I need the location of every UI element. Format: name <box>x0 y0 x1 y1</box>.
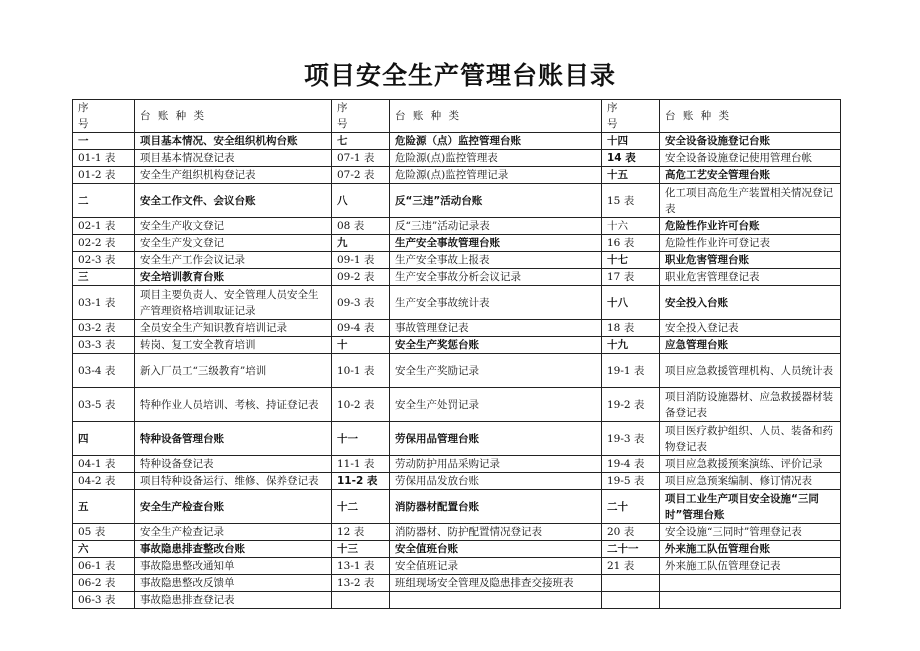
table-row <box>73 337 841 354</box>
cell-type-2: 危险源（点）监控管理台账 <box>390 133 602 150</box>
cell-type-2: 安全值班台账 <box>390 541 602 558</box>
cell-type-2: 生产安全事故统计表 <box>390 286 602 320</box>
cell-type-1: 特种设备管理台账 <box>135 422 332 456</box>
cell-type-3: 化工项目高危生产装置相关情况登记表 <box>660 184 841 218</box>
cell-type-3: 安全投入台账 <box>660 286 841 320</box>
cell-seq-3: 十六 <box>602 218 660 235</box>
cell-type-2: 安全生产奖励记录 <box>390 354 602 388</box>
cell-type-1: 项目主要负责人、安全管理人员安全生产管理资格培训取证记录 <box>135 286 332 320</box>
cell-type-1: 安全生产检查记录 <box>135 524 332 541</box>
cell-type-2: 安全生产奖惩台账 <box>390 337 602 354</box>
cell-seq-3: 二十一 <box>602 541 660 558</box>
cell-type-3: 外来施工队伍管理登记表 <box>660 558 841 575</box>
table-row <box>73 354 841 388</box>
cell-seq-1: 01-1 表 <box>73 150 135 167</box>
cell-seq-3: 19-4 表 <box>602 456 660 473</box>
cell-type-1: 新入厂员工“三级教育”培训 <box>135 354 332 388</box>
cell-type-2: 生产安全事故管理台账 <box>390 235 602 252</box>
cell-type-3 <box>660 592 841 609</box>
cell-seq-3: 19-2 表 <box>602 388 660 422</box>
cell-seq-3: 19-5 表 <box>602 473 660 490</box>
cell-type-1: 转岗、复工安全教育培训 <box>135 337 332 354</box>
cell-seq-1: 02-3 表 <box>73 252 135 269</box>
cell-type-1: 项目基本情况登记表 <box>135 150 332 167</box>
cell-type-1: 事故隐患整改反馈单 <box>135 575 332 592</box>
cell-type-1: 安全生产发文登记 <box>135 235 332 252</box>
cell-seq-3: 二十 <box>602 490 660 524</box>
cell-seq-2: 12 表 <box>332 524 390 541</box>
cell-seq-1: 06-2 表 <box>73 575 135 592</box>
cell-seq-1: 三 <box>73 269 135 286</box>
cell-type-2: 消防器材配置台账 <box>390 490 602 524</box>
cell-seq-1: 02-2 表 <box>73 235 135 252</box>
page-title: 项目安全生产管理台账目录 <box>303 61 616 90</box>
cell-type-2: 劳保用品管理台账 <box>390 422 602 456</box>
cell-seq-2: 09-4 表 <box>332 320 390 337</box>
cell-seq-3: 14 表 <box>602 150 660 167</box>
table-row <box>73 269 841 286</box>
cell-type-1: 安全生产工作会议记录 <box>135 252 332 269</box>
cell-type-3: 危险性作业许可台账 <box>660 218 841 235</box>
cell-seq-3: 18 表 <box>602 320 660 337</box>
table-row <box>73 422 841 456</box>
cell-type-1: 安全培训教育台账 <box>135 269 332 286</box>
cell-type-3: 项目应急救援预案演练、评价记录 <box>660 456 841 473</box>
cell-type-2: 生产安全事故分析会议记录 <box>390 269 602 286</box>
cell-type-2: 安全值班记录 <box>390 558 602 575</box>
cell-type-3 <box>660 575 841 592</box>
cell-seq-3: 16 表 <box>602 235 660 252</box>
cell-seq-2: 09-2 表 <box>332 269 390 286</box>
header-seq-2: 序 号 <box>332 100 390 133</box>
cell-seq-2: 十 <box>332 337 390 354</box>
cell-type-1: 特种作业人员培训、考核、持证登记表 <box>135 388 332 422</box>
cell-type-3: 危险性作业许可登记表 <box>660 235 841 252</box>
cell-seq-2: 十一 <box>332 422 390 456</box>
header-type-2: 台 账 种 类 <box>390 100 602 133</box>
cell-seq-3 <box>602 575 660 592</box>
cell-seq-3: 十五 <box>602 167 660 184</box>
cell-seq-1: 03-5 表 <box>73 388 135 422</box>
cell-seq-3: 19-1 表 <box>602 354 660 388</box>
cell-seq-2: 九 <box>332 235 390 252</box>
cell-seq-2: 八 <box>332 184 390 218</box>
cell-seq-1: 二 <box>73 184 135 218</box>
cell-seq-3: 19-3 表 <box>602 422 660 456</box>
cell-seq-2 <box>332 592 390 609</box>
cell-type-1: 事故隐患排查登记表 <box>135 592 332 609</box>
cell-seq-3: 15 表 <box>602 184 660 218</box>
cell-type-3: 外来施工队伍管理台账 <box>660 541 841 558</box>
ledger-catalog-table <box>72 99 841 609</box>
cell-type-3: 安全设施“三同时”管理登记表 <box>660 524 841 541</box>
cell-seq-1: 六 <box>73 541 135 558</box>
table-row <box>73 252 841 269</box>
cell-type-3: 项目医疗救护组织、人员、装备和药物登记表 <box>660 422 841 456</box>
cell-type-1: 全员安全生产知识教育培训记录 <box>135 320 332 337</box>
cell-type-2: 危险源(点)监控管理记录 <box>390 167 602 184</box>
cell-seq-2: 七 <box>332 133 390 150</box>
header-seq-3: 序 号 <box>602 100 660 133</box>
cell-type-3: 职业危害管理台账 <box>660 252 841 269</box>
table-row <box>73 541 841 558</box>
cell-seq-3: 十七 <box>602 252 660 269</box>
table-row <box>73 388 841 422</box>
table-row <box>73 235 841 252</box>
cell-type-2: 反“三违”活动记录表 <box>390 218 602 235</box>
cell-type-2: 消防器材、防护配置情况登记表 <box>390 524 602 541</box>
cell-type-2: 危险源(点)监控管理表 <box>390 150 602 167</box>
cell-seq-1: 五 <box>73 490 135 524</box>
cell-seq-1: 04-2 表 <box>73 473 135 490</box>
table-row <box>73 575 841 592</box>
cell-type-2: 劳动防护用品采购记录 <box>390 456 602 473</box>
table-row <box>73 524 841 541</box>
cell-type-2: 事故管理登记表 <box>390 320 602 337</box>
cell-seq-1: 四 <box>73 422 135 456</box>
cell-seq-3: 20 表 <box>602 524 660 541</box>
table-row <box>73 320 841 337</box>
cell-type-2: 劳保用品发放台账 <box>390 473 602 490</box>
cell-seq-2: 09-3 表 <box>332 286 390 320</box>
cell-seq-1: 04-1 表 <box>73 456 135 473</box>
table-row <box>73 133 841 150</box>
table-row <box>73 473 841 490</box>
cell-seq-2: 07-1 表 <box>332 150 390 167</box>
cell-seq-1: 03-2 表 <box>73 320 135 337</box>
cell-type-3: 安全投入登记表 <box>660 320 841 337</box>
table-header-row <box>73 100 841 133</box>
table-row <box>73 150 841 167</box>
cell-type-1: 项目基本情况、安全组织机构台账 <box>135 133 332 150</box>
cell-type-3: 应急管理台账 <box>660 337 841 354</box>
cell-type-3: 项目消防设施器材、应急救援器材装备登记表 <box>660 388 841 422</box>
cell-type-3: 安全设备设施登记台账 <box>660 133 841 150</box>
cell-type-1: 安全生产检查台账 <box>135 490 332 524</box>
cell-type-2 <box>390 592 602 609</box>
cell-seq-2: 11-2 表 <box>332 473 390 490</box>
cell-seq-1: 02-1 表 <box>73 218 135 235</box>
cell-seq-3 <box>602 592 660 609</box>
cell-seq-2: 10-1 表 <box>332 354 390 388</box>
cell-seq-3: 十四 <box>602 133 660 150</box>
cell-type-1: 事故隐患排查整改台账 <box>135 541 332 558</box>
cell-type-1: 安全生产组织机构登记表 <box>135 167 332 184</box>
cell-seq-2: 11-1 表 <box>332 456 390 473</box>
table-row <box>73 490 841 524</box>
cell-type-3: 职业危害管理登记表 <box>660 269 841 286</box>
table-body <box>73 133 841 609</box>
table-row <box>73 456 841 473</box>
table-row <box>73 286 841 320</box>
cell-seq-2: 十二 <box>332 490 390 524</box>
header-type-3: 台 账 种 类 <box>660 100 841 133</box>
cell-seq-1: 03-3 表 <box>73 337 135 354</box>
cell-seq-3: 17 表 <box>602 269 660 286</box>
cell-seq-2: 09-1 表 <box>332 252 390 269</box>
header-seq-1: 序 号 <box>73 100 135 133</box>
cell-type-3: 项目应急预案编制、修订情况表 <box>660 473 841 490</box>
cell-seq-1: 06-1 表 <box>73 558 135 575</box>
cell-type-2: 反“三违”活动台账 <box>390 184 602 218</box>
cell-seq-1: 06-3 表 <box>73 592 135 609</box>
cell-type-1: 安全工作文件、会议台账 <box>135 184 332 218</box>
cell-seq-1: 05 表 <box>73 524 135 541</box>
table-row <box>73 558 841 575</box>
cell-type-1: 事故隐患整改通知单 <box>135 558 332 575</box>
cell-type-3: 项目工业生产项目安全设施“三同时”管理台账 <box>660 490 841 524</box>
cell-seq-3: 21 表 <box>602 558 660 575</box>
cell-seq-2: 十三 <box>332 541 390 558</box>
cell-type-1: 安全生产收文登记 <box>135 218 332 235</box>
table-row <box>73 218 841 235</box>
cell-type-1: 特种设备登记表 <box>135 456 332 473</box>
cell-seq-1: 03-1 表 <box>73 286 135 320</box>
table-row <box>73 184 841 218</box>
cell-seq-1: 一 <box>73 133 135 150</box>
cell-seq-2: 07-2 表 <box>332 167 390 184</box>
cell-seq-2: 13-2 表 <box>332 575 390 592</box>
cell-type-1: 项目特种设备运行、维修、保养登记表 <box>135 473 332 490</box>
cell-type-2: 生产安全事故上报表 <box>390 252 602 269</box>
cell-type-3: 项目应急救援管理机构、人员统计表 <box>660 354 841 388</box>
cell-seq-1: 03-4 表 <box>73 354 135 388</box>
cell-seq-3: 十八 <box>602 286 660 320</box>
cell-type-2: 班组现场安全管理及隐患排查交接班表 <box>390 575 602 592</box>
cell-type-3: 高危工艺安全管理台账 <box>660 167 841 184</box>
cell-seq-2: 10-2 表 <box>332 388 390 422</box>
header-type-1: 台 账 种 类 <box>135 100 332 133</box>
cell-seq-1: 01-2 表 <box>73 167 135 184</box>
cell-seq-3: 十九 <box>602 337 660 354</box>
cell-seq-2: 13-1 表 <box>332 558 390 575</box>
table-row <box>73 592 841 609</box>
table-row <box>73 167 841 184</box>
cell-seq-2: 08 表 <box>332 218 390 235</box>
cell-type-2: 安全生产处罚记录 <box>390 388 602 422</box>
cell-type-3: 安全设备设施登记使用管理台帐 <box>660 150 841 167</box>
